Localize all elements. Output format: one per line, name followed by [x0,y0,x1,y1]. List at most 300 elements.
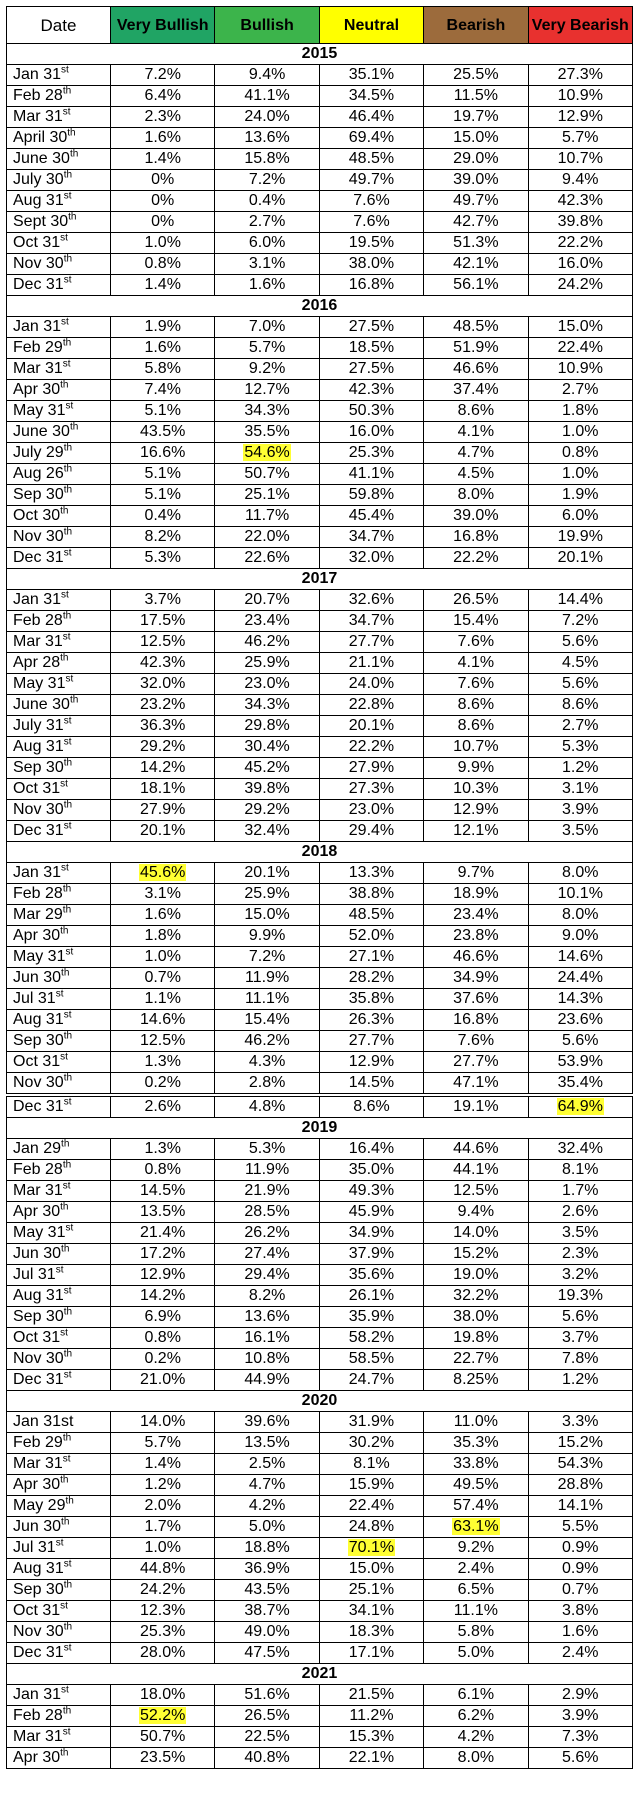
date-cell [7,1496,111,1517]
very-bullish-cell [111,1202,215,1223]
very-bearish-value: 5.6% [562,1032,599,1049]
very-bearish-value: 3.1% [562,780,599,797]
bullish-cell [215,695,319,716]
neutral-value: 12.9% [348,1053,395,1070]
bullish-cell [215,632,319,653]
bearish-cell [424,548,528,569]
bullish-cell [215,947,319,968]
very-bearish-cell [528,1517,632,1538]
date-cell [7,527,111,548]
table-row [7,1073,633,1094]
bearish-cell [424,1601,528,1622]
very-bullish-cell [111,590,215,611]
neutral-value: 32.0% [348,549,395,566]
very-bullish-cell [111,380,215,401]
bullish-value: 7.2% [248,171,286,188]
very-bearish-value: 8.0% [562,906,599,923]
date-label: Nov 30 [13,1074,64,1091]
neutral-value: 30.2% [348,1434,395,1451]
very-bearish-cell [528,1370,632,1391]
very-bearish-cell [528,674,632,695]
neutral-cell [319,716,423,737]
neutral-value: 17.1% [348,1644,395,1661]
bullish-cell [215,1601,319,1622]
table-row [7,170,633,191]
neutral-cell [319,947,423,968]
date-cell [7,1181,111,1202]
date-suffix: th [63,757,73,769]
date-label: Mar 31 [13,633,63,650]
bearish-cell [424,1202,528,1223]
bullish-cell [215,86,319,107]
bearish-cell [424,1139,528,1160]
bullish-cell [215,968,319,989]
neutral-cell [319,359,423,380]
neutral-cell [319,548,423,569]
very-bullish-cell [111,737,215,758]
very-bearish-cell [528,464,632,485]
date-cell [7,191,111,212]
very-bearish-value: 24.2% [557,276,603,293]
very-bearish-value: 7.8% [562,1350,599,1367]
very-bearish-cell [528,1244,632,1265]
date-suffix: th [62,904,72,916]
neutral-cell [319,422,423,443]
neutral-value: 42.3% [348,381,395,398]
bullish-cell [215,653,319,674]
bearish-value: 46.6% [453,360,499,377]
header-row [7,7,633,44]
date-cell [7,800,111,821]
table-row [7,1433,633,1454]
bearish-cell [424,317,528,338]
bearish-value: 5.8% [457,1623,495,1640]
date-label: Jan 31st [13,1413,74,1430]
year-heading: 2021 [7,1664,633,1685]
bearish-cell [424,1223,528,1244]
bearish-cell [424,1160,528,1181]
date-label: Jul 31 [13,1539,56,1556]
very-bullish-cell [111,1181,215,1202]
very-bullish-value: 0% [151,192,175,209]
very-bullish-cell [111,506,215,527]
very-bearish-value: 1.2% [562,759,599,776]
very-bearish-value: 3.9% [562,1707,599,1724]
very-bearish-value: 22.4% [557,339,603,356]
date-label: Apr 30 [13,381,61,398]
very-bullish-cell [111,1475,215,1496]
bullish-cell [215,863,319,884]
table-row [7,359,633,380]
very-bullish-value: 16.6% [140,444,186,461]
table-row [7,1160,633,1181]
very-bearish-value: 20.1% [557,549,603,566]
very-bullish-value: 8.2% [144,528,181,545]
bearish-cell [424,1052,528,1073]
date-label: Sept 30 [13,213,69,230]
date-suffix: st [63,715,72,727]
very-bullish-value: 52.2% [140,1707,186,1724]
bullish-cell [215,1265,319,1286]
neutral-cell [319,737,423,758]
very-bullish-cell [111,884,215,905]
very-bearish-value: 1.0% [562,465,599,482]
bearish-cell [424,800,528,821]
very-bearish-value: 16.0% [557,255,603,272]
bullish-value: 39.6% [244,1413,290,1430]
very-bullish-value: 0.4% [144,507,181,524]
neutral-cell [319,86,423,107]
bullish-cell [215,1160,319,1181]
date-cell [7,1538,111,1559]
neutral-cell [319,1706,423,1727]
table-row [7,443,633,464]
bullish-cell [215,275,319,296]
date-suffix: th [63,1621,73,1633]
bearish-value: 19.7% [453,108,499,125]
date-cell [7,947,111,968]
bearish-value: 47.1% [453,1074,499,1091]
table-row [7,1265,633,1286]
neutral-cell [319,590,423,611]
bearish-value: 4.2% [457,1728,495,1745]
neutral-value: 32.6% [348,591,395,608]
table-row [7,800,633,821]
bearish-cell [424,926,528,947]
bullish-value: 6.0% [248,234,286,251]
date-suffix: th [69,694,79,706]
very-bearish-cell [528,653,632,674]
bullish-value: 4.7% [248,1476,286,1493]
very-bearish-cell [528,1643,632,1664]
bearish-value: 44.1% [453,1161,499,1178]
bullish-cell [215,338,319,359]
neutral-cell [319,254,423,275]
date-cell [7,443,111,464]
date-cell [7,317,111,338]
neutral-value: 22.1% [348,1749,395,1766]
very-bearish-value: 9.4% [562,171,599,188]
bearish-cell [424,1454,528,1475]
bearish-cell [424,1265,528,1286]
neutral-cell [319,1265,423,1286]
bullish-value: 11.9% [244,969,290,986]
very-bearish-value: 1.7% [562,1182,599,1199]
date-suffix: th [67,127,76,139]
date-cell [7,359,111,380]
very-bullish-value: 5.3% [144,549,181,566]
very-bullish-cell [111,1538,215,1559]
date-suffix: st [60,1327,68,1339]
date-cell [7,212,111,233]
very-bullish-value: 24.2% [140,1581,186,1598]
bullish-value: 16.1% [244,1329,290,1346]
table-row [7,926,633,947]
neutral-value: 16.4% [348,1140,395,1157]
year-row [7,569,633,590]
date-label: July 29 [13,444,64,461]
very-bullish-cell [111,1010,215,1031]
very-bullish-value: 32.0% [140,675,186,692]
date-label: Oct 31 [13,780,61,797]
neutral-cell [319,611,423,632]
bullish-cell [215,212,319,233]
very-bullish-value: 14.2% [140,759,186,776]
bullish-cell [215,65,319,86]
neutral-value: 29.4% [348,822,395,839]
table-row [7,149,633,170]
very-bullish-value: 12.9% [140,1266,186,1283]
bullish-value: 0.4% [248,192,286,209]
very-bullish-value: 12.3% [140,1602,186,1619]
bullish-value: 13.5% [244,1434,290,1451]
sentiment-table [6,6,633,1769]
bullish-cell [215,464,319,485]
bearish-value: 33.8% [453,1455,499,1472]
table-row [7,212,633,233]
year-heading: 2020 [7,1391,633,1412]
very-bearish-value: 7.2% [562,612,599,629]
bearish-cell [424,1475,528,1496]
very-bearish-cell [528,590,632,611]
neutral-value: 15.3% [348,1728,395,1745]
date-suffix: th [63,169,73,181]
very-bullish-cell [111,1031,215,1052]
very-bullish-cell [111,548,215,569]
neutral-cell [319,674,423,695]
bullish-cell [215,1244,319,1265]
date-label: Oct 31 [13,1602,61,1619]
bullish-value: 7.0% [248,318,286,335]
header-date: Date [7,7,111,44]
very-bearish-cell [528,1601,632,1622]
date-label: Aug 31 [13,1560,64,1577]
very-bearish-cell [528,1454,632,1475]
table-row [7,1328,633,1349]
date-cell [7,107,111,128]
table-row [7,1601,633,1622]
neutral-value: 21.1% [348,654,395,671]
table-row [7,1286,633,1307]
date-cell [7,233,111,254]
date-suffix: st [62,106,71,118]
very-bullish-value: 29.2% [140,738,186,755]
very-bearish-value: 2.7% [562,717,599,734]
date-label: Nov 30 [13,1623,64,1640]
table-row [7,1559,633,1580]
bullish-value: 28.5% [244,1203,290,1220]
bullish-value: 29.8% [244,717,290,734]
bullish-cell [215,1202,319,1223]
neutral-cell [319,1181,423,1202]
very-bullish-cell [111,338,215,359]
bearish-value: 48.5% [453,318,499,335]
bearish-value: 12.9% [453,801,499,818]
very-bearish-value: 10.7% [557,150,603,167]
very-bullish-cell [111,443,215,464]
date-label: Mar 31 [13,360,63,377]
bullish-value: 15.0% [244,906,290,923]
very-bullish-cell [111,821,215,842]
bearish-value: 37.4% [453,381,499,398]
date-suffix: th [61,1516,70,1528]
neutral-value: 34.7% [348,528,395,545]
very-bullish-cell [111,800,215,821]
date-cell [7,1706,111,1727]
very-bullish-cell [111,611,215,632]
date-suffix: st [63,736,72,748]
neutral-value: 38.0% [348,255,395,272]
date-suffix: st [55,1537,64,1549]
very-bearish-cell [528,1433,632,1454]
very-bearish-cell [528,989,632,1010]
very-bullish-value: 1.0% [144,234,181,251]
bearish-value: 4.1% [457,654,495,671]
very-bearish-cell [528,1727,632,1748]
table-row [7,107,633,128]
date-label: Apr 30 [13,1749,61,1766]
neutral-value: 15.0% [348,1560,395,1577]
date-label: Jun 30 [13,1245,62,1262]
very-bullish-value: 14.2% [140,1287,186,1304]
date-label: Feb 28 [13,1707,63,1724]
date-suffix: st [63,1642,72,1654]
bullish-value: 50.7% [244,465,290,482]
very-bearish-cell [528,254,632,275]
date-suffix: th [62,337,72,349]
table-row [7,1454,633,1475]
date-label: Dec 31 [13,276,64,293]
very-bearish-cell [528,1223,632,1244]
date-cell [7,968,111,989]
bullish-value: 29.4% [244,1266,290,1283]
bearish-value: 12.5% [453,1182,499,1199]
very-bearish-value: 12.9% [557,108,603,125]
very-bearish-value: 15.2% [557,1434,603,1451]
bullish-value: 25.1% [244,486,290,503]
very-bearish-value: 42.3% [557,192,603,209]
bearish-cell [424,1643,528,1664]
very-bearish-value: 5.6% [562,633,599,650]
date-label: Nov 30 [13,1350,64,1367]
bearish-value: 4.1% [457,423,495,440]
very-bearish-value: 3.3% [562,1413,599,1430]
date-label: Oct 31 [13,1329,61,1346]
very-bearish-cell [528,1475,632,1496]
year-row [7,1664,633,1685]
very-bearish-value: 32.4% [557,1140,603,1157]
bullish-cell [215,548,319,569]
date-label: Jan 31 [13,591,62,608]
date-cell [7,1139,111,1160]
bullish-value: 10.8% [244,1350,290,1367]
very-bearish-value: 3.5% [562,822,599,839]
bullish-value: 35.5% [244,423,290,440]
date-suffix: th [62,610,72,622]
very-bullish-cell [111,989,215,1010]
neutral-cell [319,1286,423,1307]
very-bearish-cell [528,170,632,191]
date-suffix: th [61,1243,70,1255]
very-bullish-value: 3.1% [144,885,181,902]
very-bearish-value: 8.0% [562,864,599,881]
bearish-value: 16.8% [453,528,499,545]
header-bearish: Bearish [424,7,528,44]
neutral-value: 13.3% [348,864,395,881]
bearish-cell [424,1580,528,1601]
very-bullish-value: 6.9% [144,1308,181,1325]
neutral-cell [319,1223,423,1244]
date-cell [7,1286,111,1307]
date-label: Oct 30 [13,507,61,524]
very-bearish-cell [528,527,632,548]
very-bullish-value: 1.6% [144,339,181,356]
very-bearish-cell [528,1052,632,1073]
table-row [7,191,633,212]
header-very-bearish: Very Bearish [528,7,632,44]
table-row [7,947,633,968]
neutral-value: 37.9% [348,1245,395,1262]
bullish-value: 7.2% [248,948,286,965]
table-row [7,338,633,359]
bearish-cell [424,1559,528,1580]
very-bullish-value: 28.0% [140,1644,186,1661]
date-cell [7,128,111,149]
bearish-value: 8.6% [457,402,495,419]
header-bullish: Bullish [215,7,319,44]
very-bearish-cell [528,947,632,968]
neutral-cell [319,506,423,527]
date-label: July 31 [13,717,64,734]
neutral-cell [319,1475,423,1496]
bearish-cell [424,1748,528,1769]
date-cell [7,905,111,926]
bullish-value: 32.4% [244,822,290,839]
very-bearish-cell [528,716,632,737]
table-row [7,779,633,800]
bearish-cell [424,758,528,779]
bullish-value: 11.7% [244,507,290,524]
date-cell [7,149,111,170]
date-cell [7,1010,111,1031]
very-bearish-cell [528,1328,632,1349]
table-row [7,1538,633,1559]
very-bullish-cell [111,1328,215,1349]
date-cell [7,254,111,275]
date-cell [7,1559,111,1580]
bullish-value: 1.6% [248,276,286,293]
neutral-cell [319,233,423,254]
bearish-value: 23.8% [453,927,499,944]
year-row [7,44,633,65]
date-suffix: th [63,526,73,538]
very-bullish-value: 5.7% [144,1434,181,1451]
date-cell [7,1307,111,1328]
very-bullish-cell [111,1622,215,1643]
neutral-value: 34.1% [348,1602,395,1619]
bullish-value: 22.0% [244,528,290,545]
very-bearish-value: 2.7% [562,381,599,398]
bullish-cell [215,1349,319,1370]
date-cell [7,422,111,443]
date-suffix: st [55,988,64,1000]
very-bullish-value: 0.2% [144,1350,181,1367]
very-bearish-value: 1.2% [562,1371,599,1388]
very-bearish-cell [528,800,632,821]
date-cell [7,1748,111,1769]
date-cell [7,1685,111,1706]
very-bullish-value: 18.1% [140,780,186,797]
